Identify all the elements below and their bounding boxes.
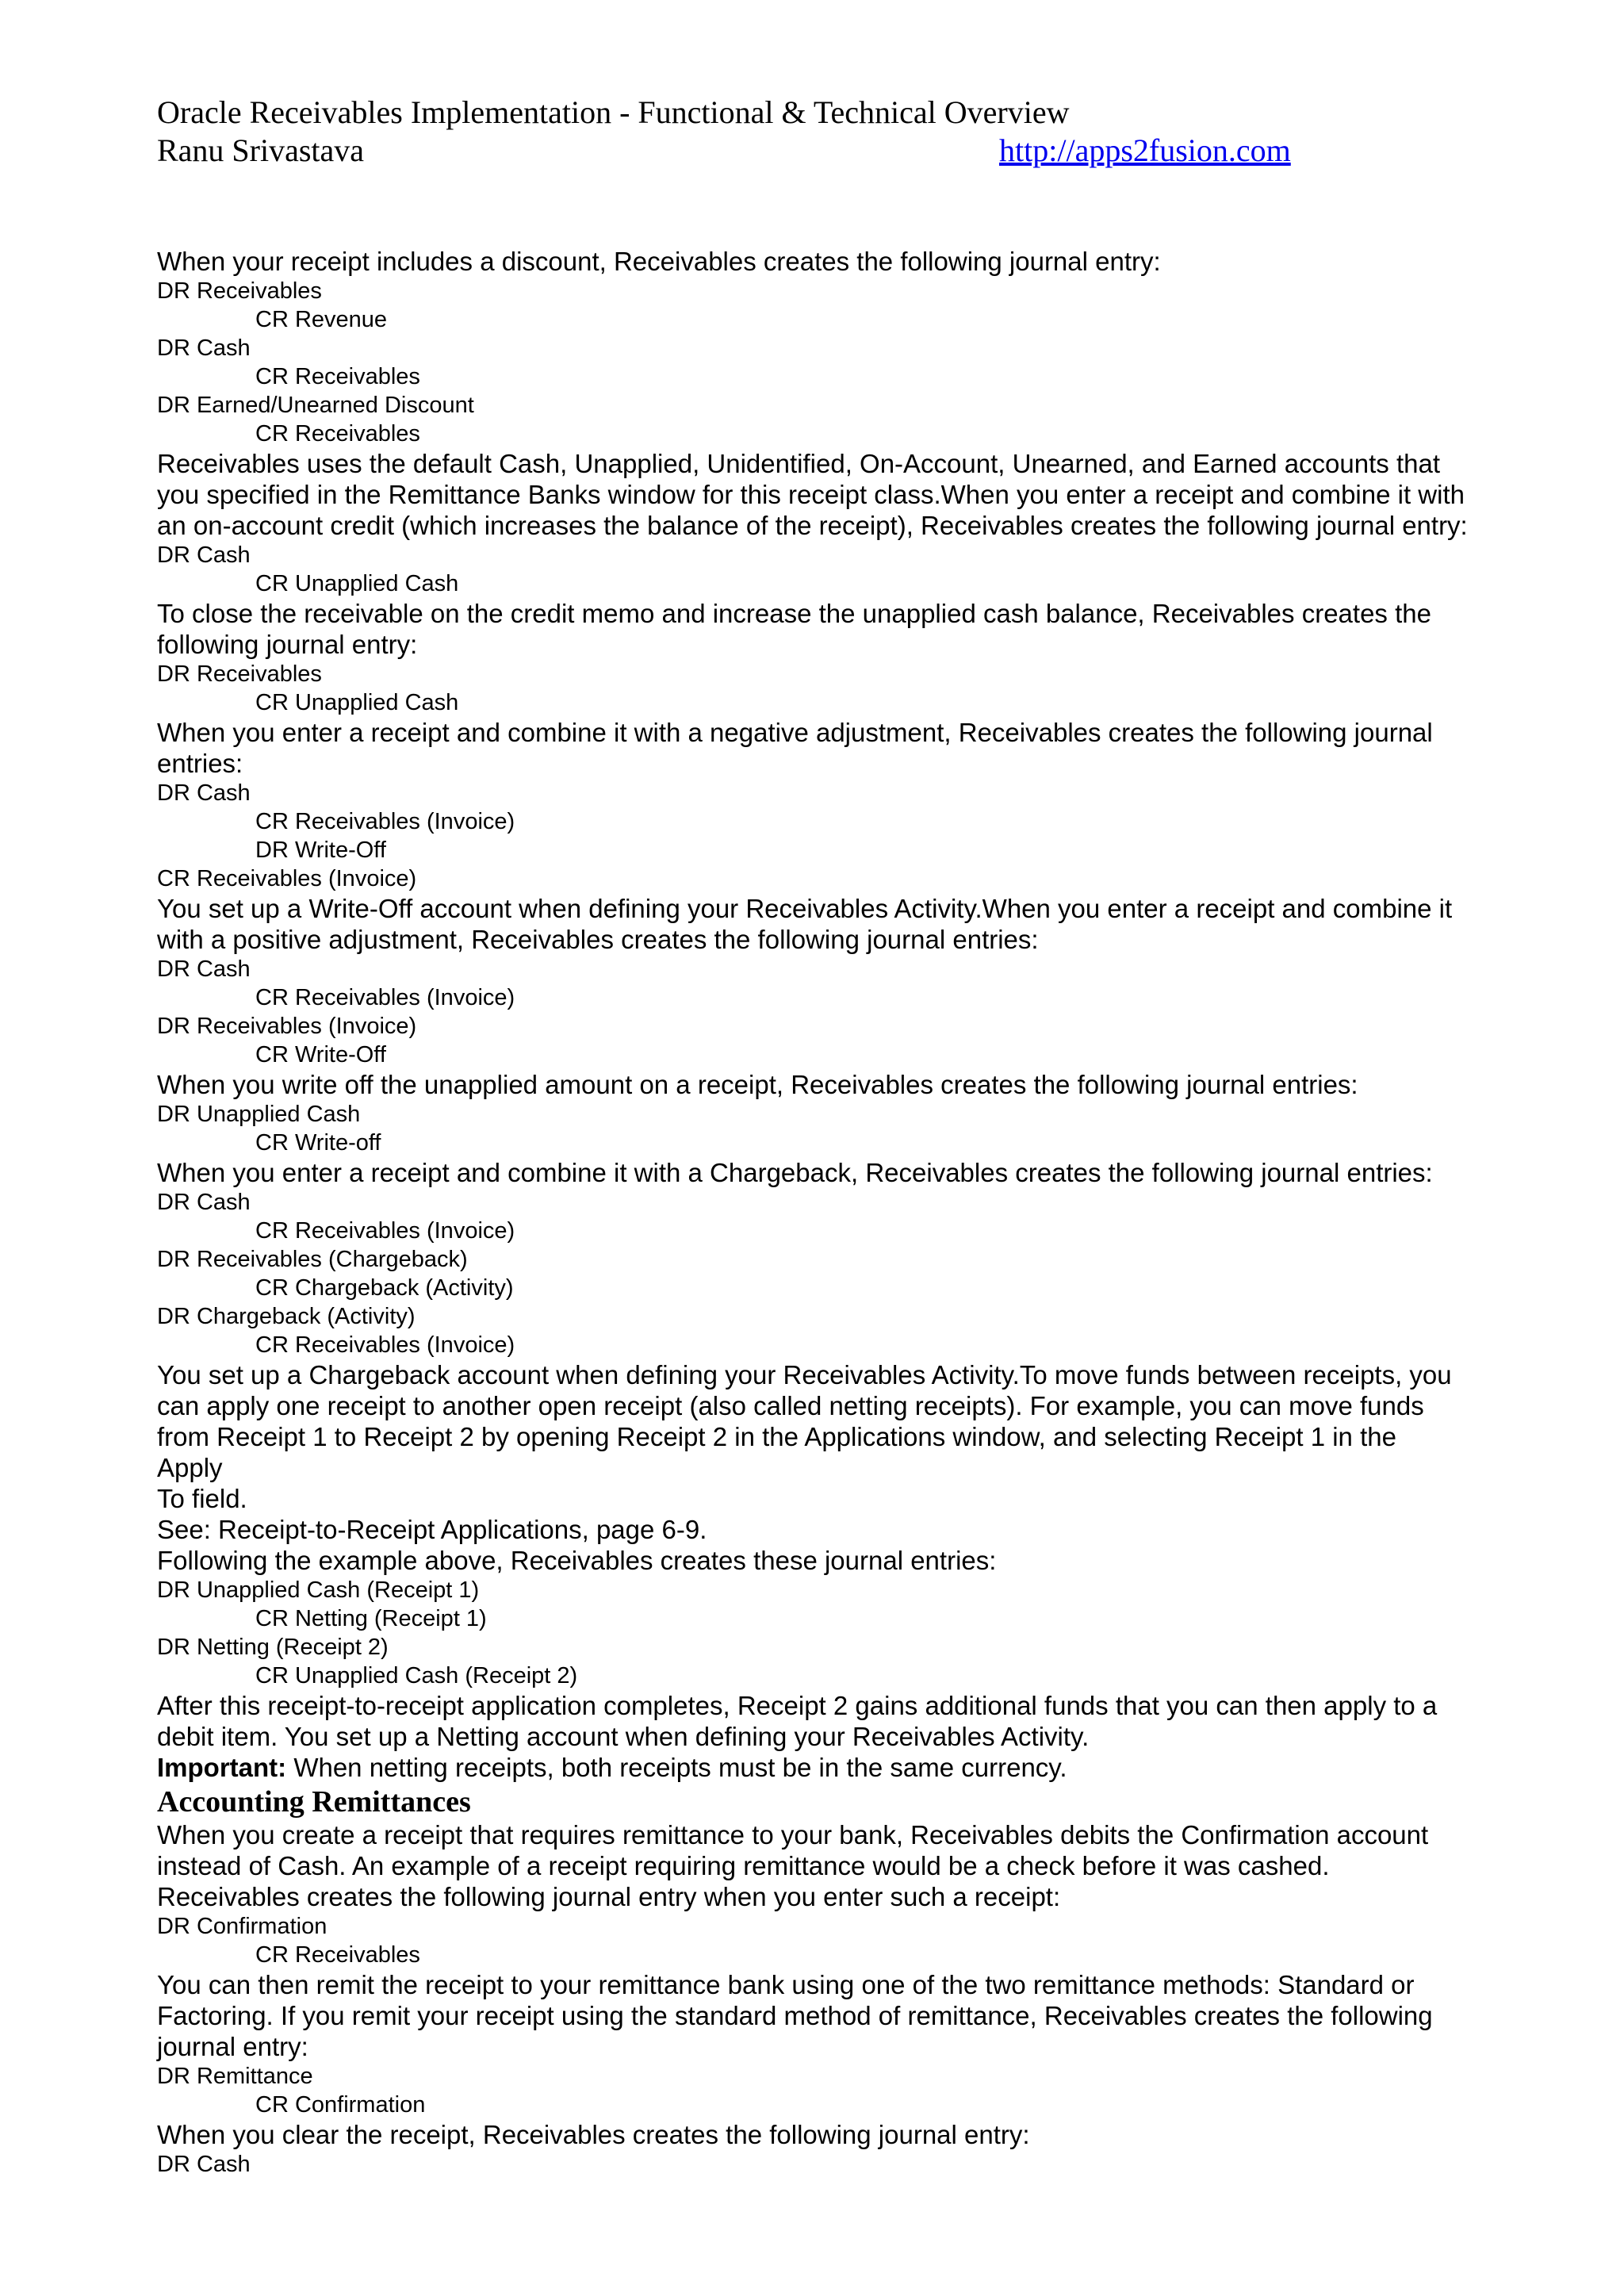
paragraph-line: To close the receivable on the credit memo and increase the unapplied cash balance, Receivables creates the [157,599,1431,628]
paragraph-line: can apply one receipt to another open receipt (also called netting receipts). For example, you can move funds [157,1391,1424,1420]
paragraph-line: Factoring. If you remit your receipt using the standard method of remittance, Receivables creates the following [157,2001,1433,2030]
paragraph-line: When you write off the unapplied amount on a receipt, Receivables creates the following journal entries: [157,1070,1358,1099]
section-heading: Accounting Remittances [157,1785,471,1819]
document-body [157,246,1537,2179]
journal-indented-line: CR Chargeback (Activity) [255,1275,514,1301]
important-text: When netting receipts, both receipts must be in the same currency. [286,1753,1067,1782]
paragraph-line: instead of Cash. An example of a receipt requiring remittance would be a check before it was cashed. [157,1851,1330,1880]
journal-debit-line: DR Cash [157,2152,251,2177]
paragraph-line: You can then remit the receipt to your remittance bank using one of the two remittance methods: Standard or [157,1970,1415,1999]
journal-debit-line: DR Remittance [157,2064,313,2089]
paragraph-line: you specified in the Remittance Banks window for this receipt class.When you enter a receipt and combine it with [157,480,1465,509]
journal-debit-line: DR Unapplied Cash [157,1102,361,1127]
paragraph-line: Receivables creates the following journal entry when you enter such a receipt: [157,1882,1061,1911]
paragraph-line: When you clear the receipt, Receivables creates the following journal entry: [157,2120,1030,2149]
important-note [157,1752,1537,1783]
paragraph-line: You set up a Chargeback account when defining your Receivables Activity.To move funds between receipts, you [157,1360,1452,1389]
journal-debit-line: DR Cash [157,956,251,982]
paragraph-line: Receivables uses the default Cash, Unapplied, Unidentified, On-Account, Unearned, and Earned accounts that [157,449,1440,478]
journal-indented-line: CR Netting (Receipt 1) [255,1606,487,1631]
paragraph-line: entries: [157,749,243,778]
journal-debit-line: DR Netting (Receipt 2) [157,1635,389,1660]
website-link[interactable]: http://apps2fusion.com [999,132,1291,168]
paragraph-line: When you create a receipt that requires remittance to your bank, Receivables debits the Confirmation account [157,1820,1429,1849]
paragraph-line: To field. [157,1484,247,1513]
journal-debit-line: DR Cash [157,335,251,361]
paragraph-line: Apply [157,1453,223,1482]
journal-indented-line: CR Receivables (Invoice) [255,1218,515,1244]
journal-indented-line: CR Receivables (Invoice) [255,985,515,1010]
header-author-row [157,132,1307,170]
journal-indented-line: CR Unapplied Cash [255,571,459,596]
journal-debit-line: DR Receivables (Invoice) [157,1014,417,1039]
journal-indented-line: CR Write-Off [255,1042,386,1068]
journal-debit-line: DR Confirmation [157,1914,327,1939]
paragraph-line: debit item. You set up a Netting account when defining your Receivables Activity. [157,1722,1090,1751]
paragraph-line: When you enter a receipt and combine it with a Chargeback, Receivables creates the following journal entries: [157,1158,1433,1187]
journal-debit-line: DR Cash [157,780,251,806]
journal-indented-line: CR Receivables [255,1942,420,1968]
journal-indented-line: CR Receivables [255,421,420,447]
journal-debit-line: DR Earned/Unearned Discount [157,393,474,418]
paragraph-line: from Receipt 1 to Receipt 2 by opening Receipt 2 in the Applications window, and selecting Receipt 1 in the [157,1422,1396,1451]
paragraph-line: following journal entry: [157,630,418,659]
paragraph-line: When your receipt includes a discount, Receivables creates the following journal entry: [157,247,1161,276]
journal-debit-line: DR Receivables [157,278,322,304]
paragraph-line: with a positive adjustment, Receivables creates the following journal entries: [157,925,1039,954]
journal-indented-line: CR Confirmation [255,2092,426,2118]
journal-indented-line: CR Write-off [255,1130,381,1156]
journal-indented-line: CR Revenue [255,307,388,332]
journal-indented-line: CR Receivables (Invoice) [255,1332,515,1358]
journal-debit-line: DR Cash [157,542,251,568]
journal-indented-line: DR Write-Off [255,838,386,863]
paragraph-line: You set up a Write-Off account when defining your Receivables Activity.When you enter a receipt and combine it [157,894,1453,923]
journal-indented-line: CR Unapplied Cash [255,690,459,715]
journal-indented-line: CR Receivables [255,364,420,389]
journal-indented-line: CR Receivables (Invoice) [255,809,515,834]
journal-debit-line: DR Receivables (Chargeback) [157,1247,468,1272]
paragraph-line: After this receipt-to-receipt application completes, Receipt 2 gains additional funds that you can then apply to a [157,1691,1438,1720]
document-title: Oracle Receivables Implementation - Functional & Technical Overview [157,94,1070,130]
page-header [157,94,1307,170]
journal-debit-line: DR Unapplied Cash (Receipt 1) [157,1577,480,1603]
paragraph-line: journal entry: [157,2032,308,2061]
important-label: Important: [157,1753,287,1782]
paragraph-line: When you enter a receipt and combine it with a negative adjustment, Receivables creates the following journal [157,718,1433,747]
journal-indented-line: CR Unapplied Cash (Receipt 2) [255,1663,578,1688]
paragraph-line: Following the example above, Receivables creates these journal entries: [157,1546,997,1575]
journal-debit-line: CR Receivables (Invoice) [157,866,417,891]
header-title-row [157,94,1307,132]
journal-debit-line: DR Receivables [157,661,322,687]
journal-debit-line: DR Chargeback (Activity) [157,1304,416,1329]
journal-debit-line: DR Cash [157,1190,251,1215]
author-name: Ranu Srivastava [157,132,365,168]
paragraph-line: See: Receipt-to-Receipt Applications, page 6-9. [157,1515,707,1544]
paragraph-line: an on-account credit (which increases the balance of the receipt), Receivables creates the following journal entry: [157,511,1468,540]
